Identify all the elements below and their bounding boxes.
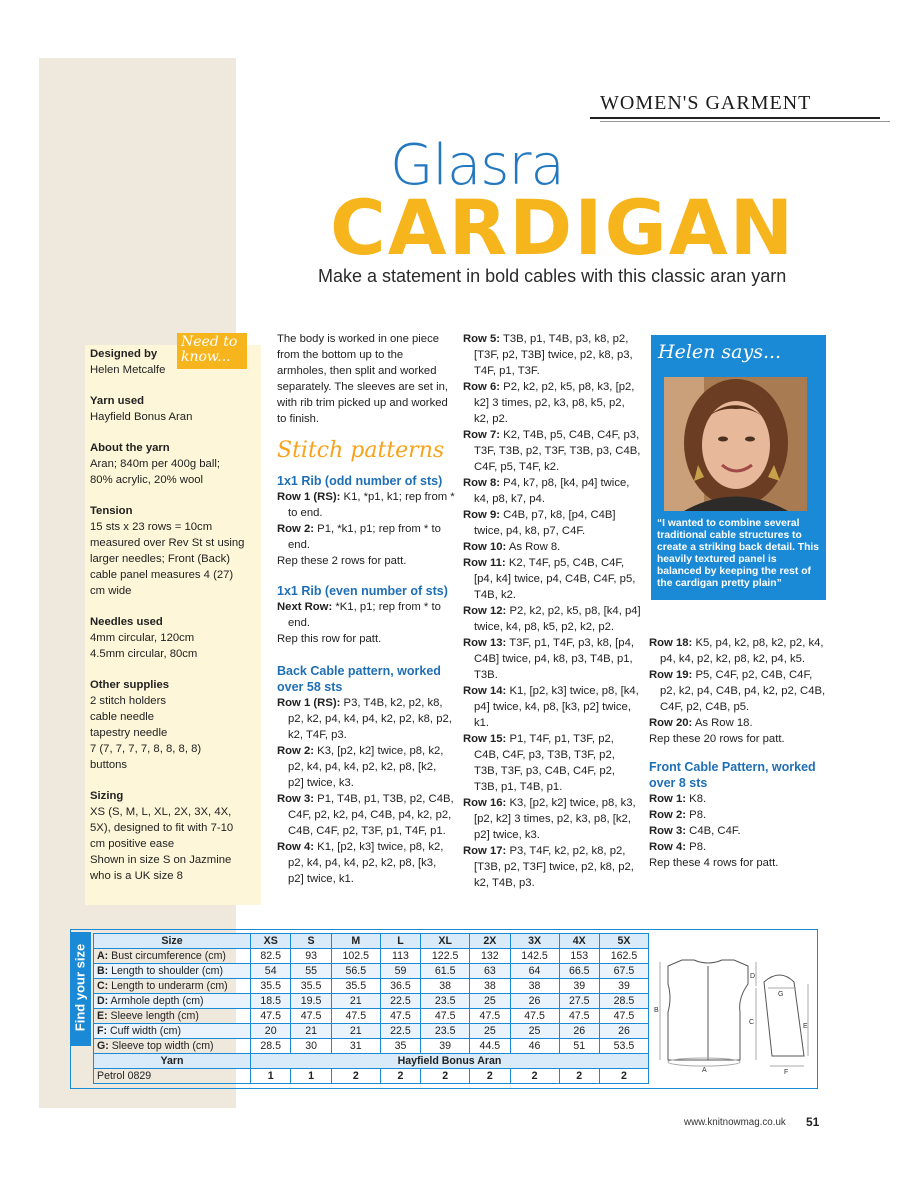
table-row <box>94 949 649 964</box>
info-group <box>90 677 256 773</box>
measurement-label <box>94 949 251 964</box>
measurement-value: 93 <box>291 949 331 964</box>
measurement-value: 66.5 <box>559 964 599 979</box>
info-label: Sizing <box>90 790 124 802</box>
intro-text: The body is worked in one piece from the bottom up to the armholes, then split and worked separately. The sleeves are set in, with rib trim picked up and worked to finish. <box>277 333 449 425</box>
measurement-value: 25 <box>470 994 510 1009</box>
info-line: Shown in size S on Jazmine <box>90 854 232 866</box>
measurement-value: 35.5 <box>291 979 331 994</box>
measurement-value: 26 <box>599 1024 648 1039</box>
info-label: Needles used <box>90 616 163 628</box>
row-instruction: Rep these 20 rows for patt. <box>649 733 785 745</box>
measurement-value: 47.5 <box>559 1009 599 1024</box>
pattern-row <box>463 731 641 795</box>
row-number: Row 7: <box>463 429 501 441</box>
size-header-cell: XS <box>251 934 291 949</box>
info-line: larger needles; Front (Back) <box>90 553 231 565</box>
measurement-value: 47.5 <box>251 1009 291 1024</box>
info-group <box>90 346 256 378</box>
size-header-cell: 4X <box>559 934 599 949</box>
row-number: Row 12: <box>463 605 507 617</box>
section-rule-thin <box>600 121 890 122</box>
info-line: cable panel measures 4 (27) <box>90 569 234 581</box>
yarn-row <box>94 1054 649 1069</box>
row-instruction: K5, p4, k2, p8, k2, p2, k4, p4, k4, p2, k2, p8, k2, p4, k5. <box>660 637 824 665</box>
info-line: tapestry needle <box>90 727 168 739</box>
measurement-label <box>94 1024 251 1039</box>
measurement-value: 31 <box>331 1039 380 1054</box>
pattern-row <box>277 631 455 647</box>
measurement-value: 46 <box>510 1039 559 1054</box>
info-line: cm positive ease <box>90 838 175 850</box>
measurement-label <box>94 1039 251 1054</box>
measurement-value: 23.5 <box>421 994 470 1009</box>
row-number: Row 19: <box>649 669 693 681</box>
row-instruction: K8. <box>686 793 707 805</box>
row-instruction: K1, *p1, k1; rep from * to end. <box>288 491 455 519</box>
row-instruction: As Row 8. <box>506 541 561 553</box>
measurement-value: 35.5 <box>331 979 380 994</box>
info-line: 80% acrylic, 20% wool <box>90 474 204 486</box>
measurement-value: 47.5 <box>599 1009 648 1024</box>
schematic-label-d: D <box>750 973 756 980</box>
row-instruction: K2, T4B, p5, C4B, C4F, p3, T3F, T3B, p2, T3F, T3B, p3, C4B, C4F, p5, T4F, k2. <box>474 429 641 473</box>
section-rule <box>590 117 880 119</box>
pattern-row <box>463 555 641 603</box>
row-number: Row 6: <box>463 381 501 393</box>
row-instruction: Rep these 4 rows for patt. <box>649 857 779 869</box>
pattern-row <box>649 731 827 747</box>
measurement-name: Length to underarm (cm) <box>108 980 228 992</box>
size-header-cell: 5X <box>599 934 648 949</box>
measurement-value: 162.5 <box>599 949 648 964</box>
info-label: Designed by <box>90 348 158 360</box>
row-instruction: P2, k2, p2, k5, p8, k3, [p2, k2] 3 times, p2, k3, p8, k5, p2, k2, p2. <box>474 381 635 425</box>
table-row <box>94 1039 649 1054</box>
row-instruction: Rep these 2 rows for patt. <box>277 555 407 567</box>
pattern-row <box>649 855 827 871</box>
size-header-cell: S <box>291 934 331 949</box>
table-row <box>94 964 649 979</box>
pattern-row <box>277 743 455 791</box>
rib-even-rows <box>277 599 455 647</box>
row-number: Row 18: <box>649 637 693 649</box>
row-number: Row 4: <box>649 841 687 853</box>
measurement-value: 22.5 <box>380 994 420 1009</box>
info-group <box>90 503 256 599</box>
pattern-row <box>649 823 827 839</box>
column-rows-18-20 <box>649 635 827 871</box>
measurement-name: Sleeve top width (cm) <box>108 1040 214 1052</box>
column-rows-5-17 <box>463 331 641 891</box>
find-your-size-tab <box>70 932 91 1046</box>
sleeve-outline <box>764 975 804 1056</box>
row-number: Row 16: <box>463 797 507 809</box>
measurement-value: 21 <box>291 1024 331 1039</box>
ball-count: 2 <box>470 1069 510 1084</box>
pattern-row <box>277 599 455 631</box>
row-number: Row 14: <box>463 685 507 697</box>
row-instruction: P1, T4F, p1, T3F, p2, C4B, C4F, p3, T3B, T3F, p2, T3B, T3F, p3, C4B, C4F, p2, T3B, p1, T4B, p1. <box>474 733 616 793</box>
info-line: Aran; 840m per 400g ball; <box>90 458 220 470</box>
measurement-name: Sleeve length (cm) <box>107 1010 199 1022</box>
measurement-value: 39 <box>559 979 599 994</box>
info-label: Tension <box>90 505 133 517</box>
size-header-cell: Size <box>94 934 251 949</box>
title-glasra: Glasra <box>390 133 564 198</box>
row-instruction: C4B, C4F. <box>686 825 741 837</box>
row-instruction: P1, T4B, p1, T3B, p2, C4B, C4F, p2, k2, p4, C4B, p4, k2, p2, C4B, C4F, p2, T3F, p1, T4F, p1. <box>288 793 454 837</box>
page-number: 51 <box>806 1115 820 1129</box>
measurement-name: Bust circumference (cm) <box>108 950 226 962</box>
measurement-value: 35.5 <box>251 979 291 994</box>
pattern-row <box>277 553 455 569</box>
row-number: Row 1 (RS): <box>277 491 341 503</box>
measurement-value: 64 <box>510 964 559 979</box>
row-instruction: As Row 18. <box>692 717 753 729</box>
need-to-know-info <box>90 346 256 899</box>
measurement-value: 25 <box>510 1024 559 1039</box>
row-number: Row 4: <box>277 841 315 853</box>
measurement-value: 47.5 <box>510 1009 559 1024</box>
measurement-value: 38 <box>421 979 470 994</box>
info-line: Hayfield Bonus Aran <box>90 411 193 423</box>
measurement-key: D: <box>97 995 109 1007</box>
info-group <box>90 788 256 884</box>
pattern-row <box>277 489 455 521</box>
front-cable-rows <box>649 791 827 871</box>
measurement-value: 54 <box>251 964 291 979</box>
measurement-name: Cuff width (cm) <box>107 1025 181 1037</box>
stitch-patterns-heading: Stitch patterns <box>277 438 445 463</box>
measurement-value: 36.5 <box>380 979 420 994</box>
ball-count: 2 <box>559 1069 599 1084</box>
row-instruction: P2, k2, p2, k5, p8, [k4, p4] twice, k4, p8, k5, p2, k2, p2. <box>474 605 641 633</box>
measurement-value: 39 <box>421 1039 470 1054</box>
schematic-label-f: F <box>784 1069 789 1076</box>
info-label: Other supplies <box>90 679 170 691</box>
measurement-value: 56.5 <box>331 964 380 979</box>
schematic-label-e: E <box>803 1023 808 1030</box>
measurement-value: 19.5 <box>291 994 331 1009</box>
row-number: Row 5: <box>463 333 501 345</box>
row-number: Row 1 (RS): <box>277 697 341 709</box>
pattern-row <box>649 839 827 855</box>
measurement-value: 122.5 <box>421 949 470 964</box>
row-instruction: K3, [p2, k2] twice, p8, k2, p2, k4, p4, k4, p2, k2, p8, [k2, p2] twice, k3. <box>288 745 444 789</box>
pattern-row <box>463 427 641 475</box>
measurement-value: 47.5 <box>291 1009 331 1024</box>
helen-quote: “I wanted to combine several traditional cable structures to create a striking back detail. This heavily textured panel is balanced by keeping the rest of the cardigan pretty plain” <box>657 518 819 589</box>
pattern-row <box>277 839 455 887</box>
row-instruction: Rep this row for patt. <box>277 633 382 645</box>
measurement-key: G: <box>97 1040 109 1052</box>
find-your-size-label: Find your size <box>72 943 88 1032</box>
size-header-cell: M <box>331 934 380 949</box>
measurement-value: 26 <box>510 994 559 1009</box>
row-number: Row 20: <box>649 717 693 729</box>
info-line: XS (S, M, L, XL, 2X, 3X, 4X, <box>90 806 232 818</box>
measurement-name: Armhole depth (cm) <box>108 995 204 1007</box>
measurement-key: A: <box>97 950 109 962</box>
measurement-value: 61.5 <box>421 964 470 979</box>
garment-schematic <box>652 948 812 1076</box>
info-line: Helen Metcalfe <box>90 364 166 376</box>
row-instruction: P3, T4F, k2, p2, k8, p2, [T3B, p2, T3F] twice, p2, k8, p2, k2, T4B, p3. <box>474 845 634 889</box>
measurement-key: B: <box>97 965 109 977</box>
measurement-value: 22.5 <box>380 1024 420 1039</box>
yarn-label: Yarn <box>94 1054 251 1069</box>
info-group <box>90 393 256 425</box>
row-instruction: P1, *k1, p1; rep from * to end. <box>288 523 441 551</box>
pattern-row <box>463 843 641 891</box>
row-number: Row 13: <box>463 637 507 649</box>
designer-photo <box>664 377 807 511</box>
measurement-value: 20 <box>251 1024 291 1039</box>
measurement-value: 55 <box>291 964 331 979</box>
ball-count: 2 <box>421 1069 470 1084</box>
need-to-know-tag: Need to know... <box>177 333 247 369</box>
measurement-value: 44.5 <box>470 1039 510 1054</box>
row-number: Row 2: <box>277 523 315 535</box>
front-cable-heading: Front Cable Pattern, worked over 8 sts <box>649 760 816 790</box>
schematic-label-a: A <box>702 1067 707 1074</box>
measurement-value: 47.5 <box>380 1009 420 1024</box>
info-line: 15 sts x 23 rows = 10cm <box>90 521 213 533</box>
measurement-key: F: <box>97 1025 107 1037</box>
measurement-label <box>94 994 251 1009</box>
measurement-label <box>94 979 251 994</box>
pattern-row <box>463 331 641 379</box>
info-line: buttons <box>90 759 128 771</box>
rib-odd-rows <box>277 489 455 569</box>
measurement-value: 35 <box>380 1039 420 1054</box>
measurement-value: 47.5 <box>421 1009 470 1024</box>
row-number: Row 2: <box>277 745 315 757</box>
measurement-value: 23.5 <box>421 1024 470 1039</box>
info-group <box>90 614 256 662</box>
pattern-row <box>649 807 827 823</box>
measurement-value: 28.5 <box>599 994 648 1009</box>
row-instruction: T3F, p1, T4F, p3, k8, [p4, C4B] twice, p4, k8, p3, T4B, p1, T3B. <box>474 637 634 681</box>
pattern-row <box>277 791 455 839</box>
size-header-cell: L <box>380 934 420 949</box>
measurement-value: 51 <box>559 1039 599 1054</box>
row-instruction: *K1, p1; rep from * to end. <box>288 601 441 629</box>
measurement-key: C: <box>97 980 109 992</box>
pattern-row <box>463 683 641 731</box>
size-header-cell: 2X <box>470 934 510 949</box>
pattern-row <box>463 539 641 555</box>
ball-count: 1 <box>251 1069 291 1084</box>
measurement-value: 28.5 <box>251 1039 291 1054</box>
measurement-value: 82.5 <box>251 949 291 964</box>
row-instruction: P8. <box>686 809 707 821</box>
table-row <box>94 979 649 994</box>
row-number: Next Row: <box>277 601 333 613</box>
row-instruction: P5, C4F, p2, C4B, C4F, p2, k2, p4, C4B, p4, k2, p2, C4B, C4F, p2, C4B, p5. <box>660 669 826 713</box>
row-instruction: K3, [p2, k2] twice, p8, k3, [p2, k2] 3 times, p2, k3, p8, [k2, p2] twice, k3. <box>474 797 636 841</box>
row-number: Row 9: <box>463 509 501 521</box>
pattern-row <box>463 379 641 427</box>
pattern-row <box>463 507 641 539</box>
ball-count: 2 <box>331 1069 380 1084</box>
ball-count: 2 <box>510 1069 559 1084</box>
title-cardigan: CARDIGAN <box>330 183 796 272</box>
column-intro <box>277 331 455 887</box>
measurement-label <box>94 964 251 979</box>
schematic-label-c: C <box>749 1019 755 1026</box>
info-line: cable needle <box>90 711 155 723</box>
row-number: Row 8: <box>463 477 501 489</box>
size-header-cell: XL <box>421 934 470 949</box>
info-label: About the yarn <box>90 442 170 454</box>
measurement-name: Length to shoulder (cm) <box>108 965 224 977</box>
measurement-value: 142.5 <box>510 949 559 964</box>
measurement-value: 53.5 <box>599 1039 648 1054</box>
info-line: 4mm circular, 120cm <box>90 632 195 644</box>
pattern-row <box>463 475 641 507</box>
info-line: measured over Rev St st using <box>90 537 245 549</box>
row-instruction: T3B, p1, T4B, p3, k8, p2, [T3F, p2, T3B] twice, p2, k8, p3, T4F, p1, T3F. <box>474 333 633 377</box>
rib-odd-heading: 1x1 Rib (odd number of sts) <box>277 474 443 488</box>
measurement-value: 67.5 <box>599 964 648 979</box>
measurement-value: 102.5 <box>331 949 380 964</box>
pattern-row <box>649 791 827 807</box>
row-number: Row 3: <box>277 793 315 805</box>
size-header-cell: 3X <box>510 934 559 949</box>
row-number: Row 11: <box>463 557 506 569</box>
measurement-value: 39 <box>599 979 648 994</box>
pattern-row <box>277 521 455 553</box>
pattern-row <box>463 635 641 683</box>
table-row <box>94 994 649 1009</box>
back-cable-rows <box>277 695 455 887</box>
size-header-row <box>94 934 649 949</box>
ball-count: 2 <box>599 1069 648 1084</box>
measurement-value: 132 <box>470 949 510 964</box>
table-row <box>94 1009 649 1024</box>
footer-url[interactable]: www.knitnowmag.co.uk <box>684 1117 786 1128</box>
measurement-value: 27.5 <box>559 994 599 1009</box>
measurement-value: 47.5 <box>331 1009 380 1024</box>
back-cable-rows-end <box>649 635 827 747</box>
pattern-row <box>463 603 641 635</box>
info-line: 4.5mm circular, 80cm <box>90 648 198 660</box>
info-line: cm wide <box>90 585 132 597</box>
row-instruction: K1, [p2, k3] twice, p8, [k4, p4] twice, k4, p8, [k3, p2] twice, k1. <box>474 685 639 729</box>
ball-count: 2 <box>380 1069 420 1084</box>
measurement-value: 18.5 <box>251 994 291 1009</box>
pattern-row <box>649 667 827 715</box>
measurement-label <box>94 1009 251 1024</box>
row-instruction: K2, T4F, p5, C4B, C4F, [p4, k4] twice, p4, C4B, C4F, p5, T4B, k2. <box>474 557 636 601</box>
measurement-value: 26 <box>559 1024 599 1039</box>
row-number: Row 2: <box>649 809 687 821</box>
row-number: Row 1: <box>649 793 687 805</box>
info-line: 5X), designed to fit with 7-10 <box>90 822 234 834</box>
helen-says-title: Helen says... <box>658 341 782 363</box>
row-number: Row 10: <box>463 541 507 553</box>
back-cable-heading: Back Cable pattern, worked over 58 sts <box>277 664 441 694</box>
row-instruction: C4B, p7, k8, [p4, C4B] twice, p4, k8, p7, C4F. <box>474 509 616 537</box>
measurement-value: 113 <box>380 949 420 964</box>
measurement-value: 47.5 <box>470 1009 510 1024</box>
row-number: Row 15: <box>463 733 507 745</box>
measurement-value: 38 <box>510 979 559 994</box>
balls-row <box>94 1069 649 1084</box>
measurement-value: 21 <box>331 1024 380 1039</box>
rib-even-heading: 1x1 Rib (even number of sts) <box>277 584 448 598</box>
subtitle: Make a statement in bold cables with this classic aran yarn <box>318 266 787 286</box>
measurement-value: 38 <box>470 979 510 994</box>
pattern-row <box>649 635 827 667</box>
row-number: Row 17: <box>463 845 507 857</box>
info-line: 2 stitch holders <box>90 695 166 707</box>
row-number: Row 3: <box>649 825 687 837</box>
info-label: Yarn used <box>90 395 144 407</box>
info-line: 7 (7, 7, 7, 7, 8, 8, 8, 8) <box>90 743 202 755</box>
size-table <box>93 933 649 1084</box>
colour-name: Petrol 0829 <box>94 1069 251 1084</box>
pattern-row <box>277 695 455 743</box>
row-instruction: P3, T4B, k2, p2, k8, p2, k2, p4, k4, p4, k2, p2, k8, p2, k2, T4F, p3. <box>288 697 452 741</box>
table-row <box>94 1024 649 1039</box>
yarn-name: Hayfield Bonus Aran <box>251 1054 649 1069</box>
measurement-key: E: <box>97 1010 108 1022</box>
back-cable-rows-continued <box>463 331 641 891</box>
row-instruction: K1, [p2, k3] twice, p8, k2, p2, k4, p4, k4, p2, k2, p8, [k3, p2] twice, k1. <box>288 841 444 885</box>
schematic-label-b: B <box>654 1007 659 1014</box>
schematic-label-g: G <box>778 991 784 998</box>
measurement-value: 153 <box>559 949 599 964</box>
section-label: WOMEN'S GARMENT <box>600 92 812 114</box>
measurement-value: 21 <box>331 994 380 1009</box>
measurement-value: 59 <box>380 964 420 979</box>
info-line: who is a UK size 8 <box>90 870 183 882</box>
row-instruction: P8. <box>686 841 707 853</box>
pattern-row <box>649 715 827 731</box>
measurement-value: 25 <box>470 1024 510 1039</box>
info-group <box>90 440 256 488</box>
measurement-value: 63 <box>470 964 510 979</box>
measurement-value: 30 <box>291 1039 331 1054</box>
pattern-row <box>463 795 641 843</box>
row-instruction: P4, k7, p8, [k4, p4] twice, k4, p8, k7, p4. <box>474 477 630 505</box>
ball-count: 1 <box>291 1069 331 1084</box>
